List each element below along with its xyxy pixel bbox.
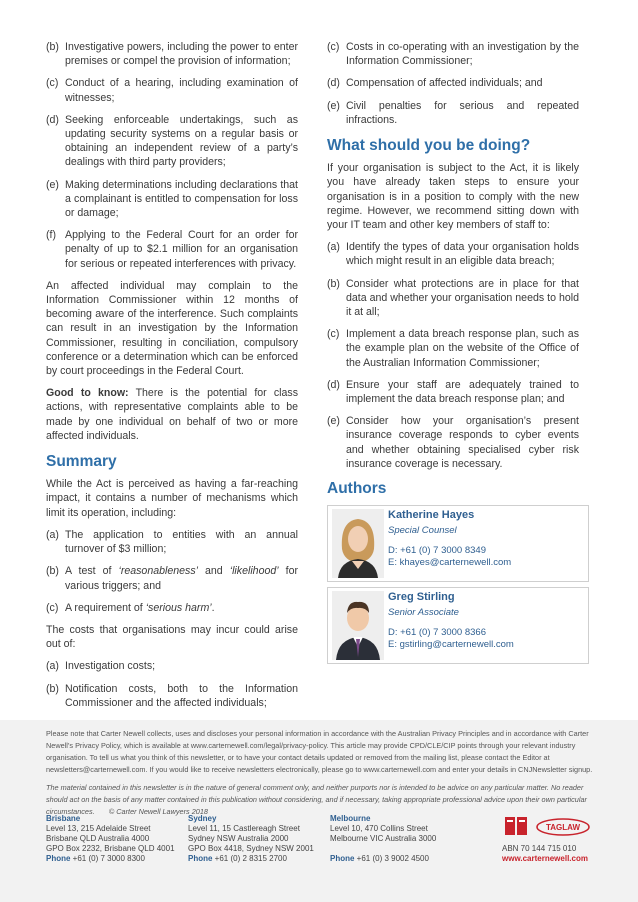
author-name: Katherine Hayes <box>388 509 475 521</box>
author-role: Senior Associate <box>388 606 459 618</box>
taglaw-logo-text: TAGLAW <box>545 823 581 832</box>
right-column <box>327 40 579 479</box>
portrait-man-icon <box>332 591 384 660</box>
accreditation-logos <box>505 816 597 843</box>
author-phone: D: +61 (0) 7 3000 8366 <box>388 627 486 638</box>
legal-disclaimer: The material contained in this newsletter is in the nature of general comment only, and neither purports nor is intended to be advice on any particular matter. No reader should act on the basis of any matter contained in this publication without considering, and if necessary, taking appropriate professional advice upon their own particular circumstances. © Carter Newell Lawyers 2018 <box>46 783 587 816</box>
author-photo <box>332 591 384 660</box>
summary-heading: Summary <box>46 453 117 471</box>
author-card-katherine-hayes <box>327 505 589 582</box>
website-link[interactable]: www.carternewell.com <box>502 854 588 863</box>
office-melbourne: Melbourne Level 10, 470 Collins Street Melbourne VIC Australia 3000 Phone +61 (0) 3 9002 4500 <box>330 814 437 863</box>
list-item: (c) Implement a data breach response plan, such as the example plan on the website of the Office of the Australian Information Commissioner; <box>327 328 579 369</box>
authors-heading: Authors <box>327 480 387 497</box>
left-column <box>46 40 298 718</box>
complaint-paragraph: An affected individual may complain to the Information Commissioner within 12 months of becoming aware of the interference. Such complaints can result in an investigation by the Information Commissioner, resulting in conciliation, compulsory conference or a determination which can be enforced by court proceedings in the Federal Court. <box>46 279 298 378</box>
privacy-notice: Please note that Carter Newell collects, uses and discloses your personal information in accordance with the Australian Privacy Principles and in accordance with Carter Newell’s Privacy Policy, which is available at www.carternewell.com/legal/privacy-policy. This article may provide CPD/CLE/CIP points through your relevant industry organisation. To tell us what you think of this newsletter, or to have your contact details updated or removed from the mailing list, please contact the Editor at newsletters@carternewell.com. If you would like to receive newsletters electronically, please go to www.carternewell.com and enter your details in CNJNewsletter signup. <box>46 729 593 774</box>
summary-paragraph: While the Act is perceived as having a far-reaching impact, it contains a number of mechanisms which limit its operation, including: <box>46 478 298 519</box>
author-role: Special Counsel <box>388 524 457 536</box>
list-item: (f) Applying to the Federal Court for an order for penalty of up to $2.1 million for an organisation for serious or repeated interferences with privacy. <box>46 229 298 270</box>
good-to-know-paragraph: Good to know: There is the potential for class actions, with representative complaints able to be made by one individual on behalf of two or more affected individuals. <box>46 387 298 442</box>
list-item: (c) Costs in co-operating with an investigation by the Information Commissioner; <box>327 41 579 68</box>
list-item: (b) Investigative powers, including the power to enter premises or compel the provision of information; <box>46 41 298 68</box>
list-item: (e) Civil penalties for serious and repeated infractions. <box>327 99 579 126</box>
author-email[interactable]: E: khayes@carternewell.com <box>388 556 512 568</box>
list-item: (a) The application to entities with an annual turnover of $3 million; <box>46 528 298 556</box>
list-item: (e) Consider how your organisation’s present insurance coverage responds to cyber events and whether obtaining specialised cyber risk insurance coverage is necessary. <box>327 415 579 470</box>
logo-icon <box>505 816 597 838</box>
author-photo <box>332 509 384 578</box>
list-item: (b) A test of ‘reasonableness’ and ‘likelihood’ for various triggers; and <box>46 565 298 592</box>
copyright: © Carter Newell Lawyers 2018 <box>108 807 208 816</box>
author-card-greg-stirling <box>327 587 589 664</box>
footer <box>0 720 638 902</box>
recommendation-paragraph: If your organisation is subject to the Act, it is likely you have already taken steps to ensure your organisation is in a position to comply with the new regime. However, we recommend sitting down with your IT team and other key members of staff to: <box>327 162 579 232</box>
list-item: (e) Making determinations including declarations that a complainant is entitled to compensation for loss or damage; <box>46 178 298 220</box>
list-item: (c) A requirement of ‘serious harm’. <box>46 601 215 614</box>
what-should-you-be-doing-heading: What should you be doing? <box>327 137 531 155</box>
list-item: (a) Investigation costs; <box>46 660 156 673</box>
list-item: (c) Conduct of a hearing, including examination of witnesses; <box>46 77 298 104</box>
portrait-woman-icon <box>332 509 384 578</box>
author-email[interactable]: E: gstirling@carternewell.com <box>388 638 514 650</box>
abn: ABN 70 144 715 010 <box>502 844 577 853</box>
list-item: (a) Identify the types of data your organisation holds which might result in an eligible data breach; <box>327 241 579 268</box>
list-item: (d) Seeking enforceable undertakings, such as updating security systems on a regular basis or obtaining an independent review of a party’s dealings with third party providers; <box>46 113 298 169</box>
office-sydney: Sydney Level 11, 15 Castlereagh Street Sydney NSW Australia 2000 GPO Box 4418, Sydney NSW 2001 Phone +61 (0) 2 8315 2700 <box>188 814 314 863</box>
office-brisbane: Brisbane Level 13, 215 Adelaide Street Brisbane QLD Australia 4000 GPO Box 2232, Brisbane QLD 4001 Phone +61 (0) 7 3000 8300 <box>46 814 175 863</box>
author-phone: D: +61 (0) 7 3000 8349 <box>388 545 486 556</box>
list-item: (d) Ensure your staff are adequately trained to implement the data breach response plan; and <box>327 378 579 406</box>
author-name: Greg Stirling <box>388 591 455 603</box>
costs-paragraph: The costs that organisations may incur could arise out of: <box>46 623 298 651</box>
list-item: (b) Notification costs, both to the Information Commissioner and the affected individuals; <box>46 682 298 709</box>
list-item: (d) Compensation of affected individuals; and <box>327 77 543 90</box>
list-item: (b) Consider what protections are in place for that data and whether your organisation needs to hold it at all; <box>327 277 579 319</box>
